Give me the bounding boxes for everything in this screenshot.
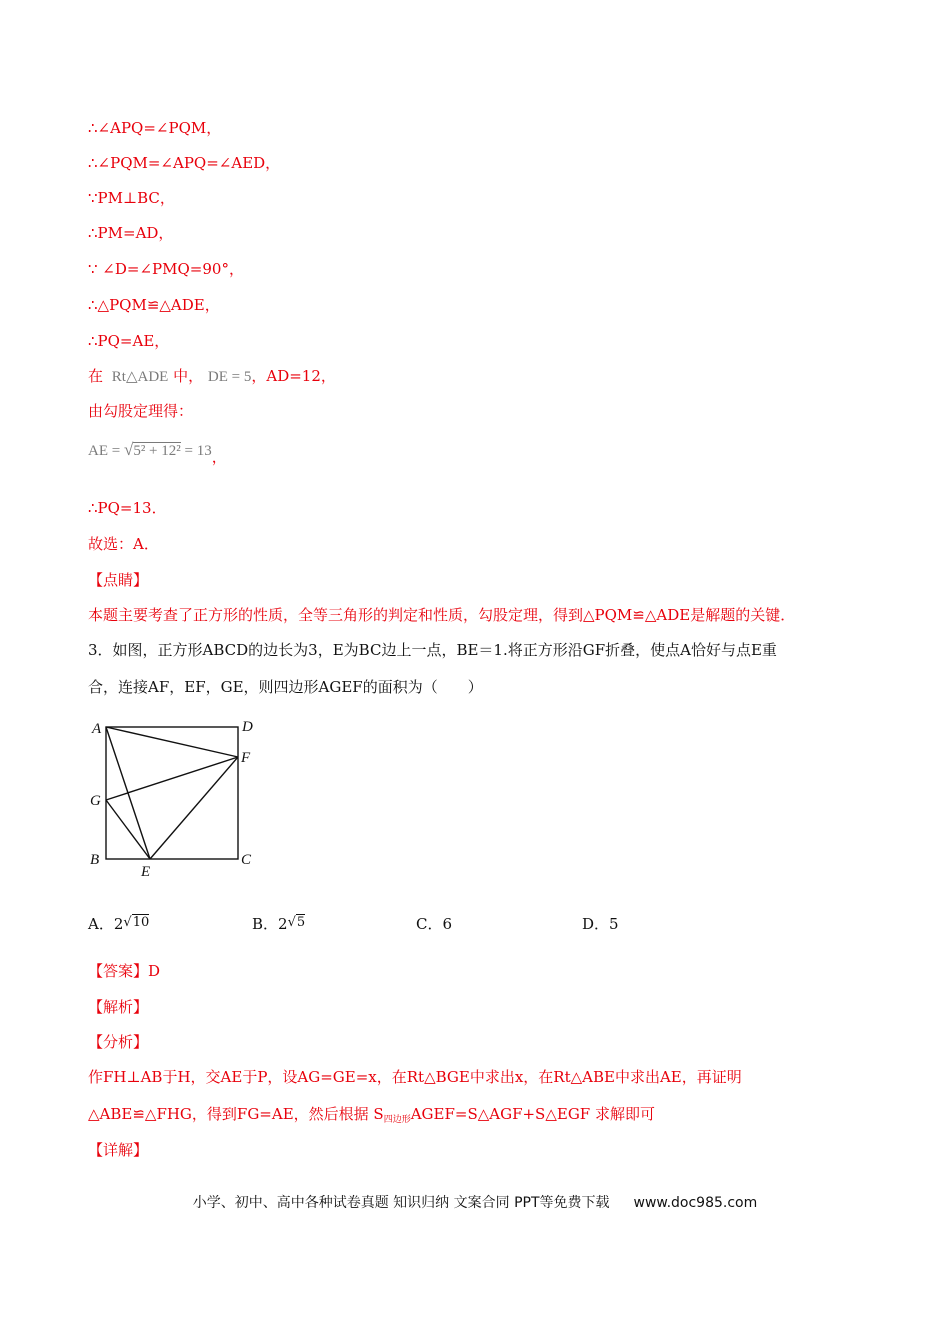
segment-ge [106, 800, 150, 859]
rt-triangle-formula: Rt△ADE [111, 369, 169, 385]
label-c: C [241, 852, 252, 868]
option-d: D．5 [582, 915, 619, 933]
solution-line: ∴∠APQ=∠PQM， [88, 119, 222, 137]
rt-prefix: 在 [88, 367, 104, 385]
analysis-line-1: 作FH⊥AB于H，交AE于P，设AG=GE=x，在Rt△BGE中求出x，在Rt△ABE中求出AE，再证明 [88, 1068, 742, 1086]
segment-af [106, 727, 238, 757]
sqrt-sign: √ [123, 440, 134, 459]
option-a-label: A．2 [88, 915, 124, 933]
sqrt-sign: √ [287, 915, 296, 930]
sqrt-sign: √ [123, 915, 132, 930]
segment-ef [150, 757, 238, 859]
label-d: D [242, 719, 253, 735]
solution-line: ∴PM=AD， [88, 224, 174, 242]
label-f: F [241, 750, 251, 766]
choice-line: 故选：A． [88, 535, 159, 553]
ae-tail: ， [211, 448, 227, 466]
solution-line: ∴PQ=AE， [88, 332, 170, 350]
analysis-line-2 [88, 1104, 655, 1130]
point-heading: 【点睛】 [88, 571, 149, 589]
segment-gf [106, 757, 238, 800]
xiangjie-heading: 【详解】 [88, 1141, 149, 1159]
option-a-radicand: 10 [132, 915, 150, 930]
pq-line: ∴PQ=13． [88, 499, 167, 517]
ae-rhs: = 13 [180, 443, 212, 459]
solution-line: ∵PM⊥BC， [88, 189, 175, 207]
question-line-1: 3．如图，正方形ABCD的边长为3，E为BC边上一点，BE＝1.将正方形沿GF折叠，使点A恰好与点E重 [88, 641, 777, 659]
ae-formula [88, 440, 227, 466]
option-b [252, 913, 306, 934]
analysis-post: AGEF=S△AGF+S△EGF 求解即可 [410, 1105, 655, 1123]
label-b: B [90, 852, 100, 868]
rt-triangle-line [88, 366, 336, 387]
footer-text: 小学、初中、高中各种试卷真题 知识归纳 文案合同 PPT等免费下载 [192, 1195, 610, 1211]
square-figure [86, 712, 266, 882]
label-g: G [90, 793, 101, 809]
rt-mid: 中， [168, 367, 204, 385]
footer-url[interactable]: www.doc985.com [633, 1195, 758, 1211]
option-a [88, 913, 150, 934]
pythagoras-line: 由勾股定理得： [88, 402, 194, 420]
jiexi-heading: 【解析】 [88, 998, 149, 1016]
option-b-radicand: 5 [296, 915, 306, 930]
answer-line: 【答案】D [88, 962, 161, 980]
question-line-2: 合，连接AF，EF，GE，则四边形AGEF的面积为（ ） [88, 678, 483, 696]
analysis-sub: 四边形 [383, 1115, 411, 1125]
fenxi-heading: 【分析】 [88, 1033, 149, 1051]
ae-radicand: 5² + 12² [133, 443, 181, 459]
solution-line: ∵ ∠D=∠PMQ=90°， [88, 260, 244, 278]
option-c: C．6 [416, 915, 453, 933]
point-text: 本题主要考查了正方形的性质，全等三角形的判定和性质，勾股定理，得到△PQM≌△ADE是解题的关键． [88, 606, 796, 624]
analysis-pre: △ABE≌△FHG，得到FG=AE，然后根据 S [88, 1105, 384, 1123]
page-footer [0, 1192, 950, 1212]
solution-line: ∴∠PQM=∠APQ=∠AED， [88, 154, 281, 172]
option-b-label: B．2 [252, 915, 288, 933]
de-formula: DE = 5 [207, 369, 252, 385]
ae-lhs: AE = [88, 443, 124, 459]
solution-line: ∴△PQM≌△ADE， [88, 296, 220, 314]
label-e: E [141, 864, 151, 880]
rt-suffix: ，AD=12， [251, 367, 336, 385]
label-a: A [92, 721, 102, 737]
